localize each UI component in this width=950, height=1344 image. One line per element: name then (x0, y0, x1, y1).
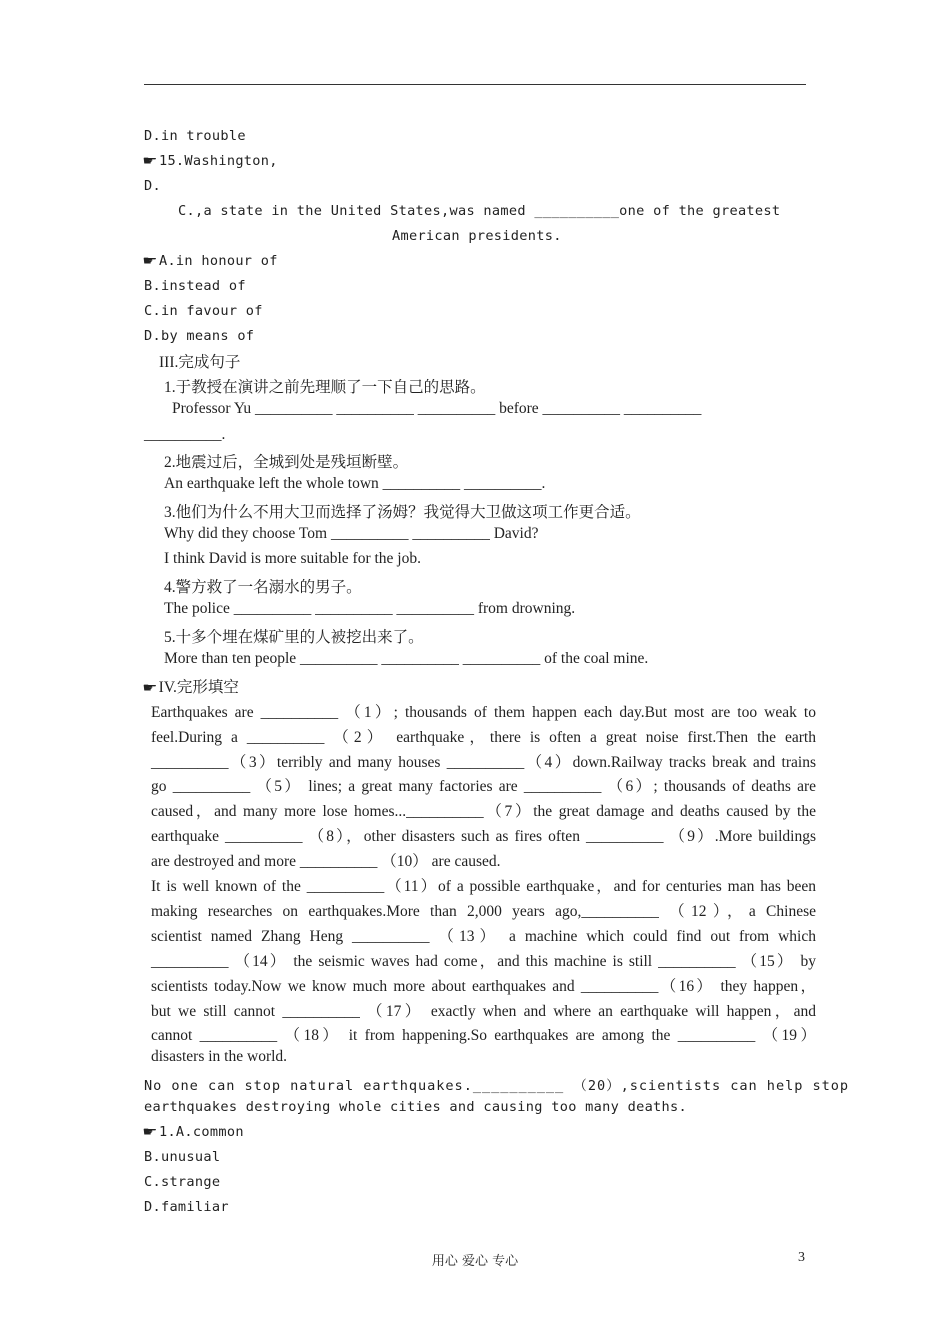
question-1-option-a: ☛1.A.common (142, 1124, 244, 1140)
passage-line: __________（3）terribly and many houses __________（4）down.Railway tracks break and trains (151, 754, 816, 771)
s3-item3-english-2: I think David is more suitable for the job. (164, 550, 421, 567)
s3-item2-chinese: 2.地震过后，全城到处是残垣断壁。 (164, 454, 409, 471)
option-c-line: C.in favour of (144, 303, 263, 319)
passage-para3-line2: earthquakes destroying whole cities and causing too many deaths. (144, 1099, 687, 1115)
passage-line: but we still cannot __________ （17） exactly when and where an earthquake will happen，and (151, 1003, 816, 1020)
passage-line: scientists today.Now we know much more about earthquakes and __________（16） they happen， (151, 978, 816, 995)
passage-line: It is well known of the __________（11）of a possible earthquake，and for centuries man has been (151, 878, 816, 895)
passage-line: feel.During a __________ （2） earthquake，there is often a great noise first.Then the earth (151, 729, 816, 746)
s3-item1-chinese: 1.于教授在演讲之前先理顺了一下自己的思路。 (164, 379, 486, 396)
s3-item5-chinese: 5.十多个埋在煤矿里的人被挖出来了。 (164, 629, 424, 646)
footer-text: 用心 爱心 专心 (431, 1254, 519, 1269)
question-1-option-b: B.unusual (144, 1149, 221, 1165)
s3-item4-english: The police __________ __________ __________ from drowning. (164, 600, 576, 617)
question-15-stem-line1: C.,a state in the United States,was named __________one of the greatest (178, 203, 781, 219)
hand-pointer-icon: ☛ (142, 681, 158, 696)
header-rule (144, 84, 806, 85)
passage-line: caused，and many more lose homes...__________（7）the great damage and deaths caused by the (151, 803, 816, 820)
s3-item1-english: Professor Yu __________ __________ __________ before __________ __________ (172, 400, 702, 417)
hand-pointer-icon: ☛ (142, 254, 158, 269)
option-d-in-trouble: D.in trouble (144, 128, 246, 144)
passage-line-last: are destroyed and more __________ （10） are caused. (151, 853, 501, 870)
passage-line: go __________ （5） lines; a great many factories are __________ （6）; thousands of deaths are (151, 778, 816, 795)
option-b-line: B.instead of (144, 278, 246, 294)
page-number: 3 (798, 1250, 805, 1265)
section-4-heading: ☛IV.完形填空 (142, 679, 239, 696)
s3-item2-english: An earthquake left the whole town __________ __________. (164, 475, 546, 492)
question-15-stem-line2: American presidents. (392, 228, 562, 244)
hand-pointer-icon: ☛ (142, 154, 158, 169)
question-15-line: ☛15.Washington, (142, 153, 278, 169)
s3-item1-english-cont: __________. (144, 426, 226, 443)
passage-line-last: disasters in the world. (151, 1048, 288, 1065)
passage-para3-line1: No one can stop natural earthquakes.__________ （20）,scientists can help stop (144, 1078, 850, 1094)
passage-line: earthquake __________ （8），other disasters such as fires often __________ （9）.More buildings (151, 828, 816, 845)
passage-line: scientist named Zhang Heng __________ （13） a machine which could find out from which (151, 928, 816, 945)
section-3-heading: III.完成句子 (159, 354, 241, 371)
passage-line: Earthquakes are __________ （1）; thousands of them happen each day.But most are too weak to (151, 704, 816, 721)
hand-pointer-icon: ☛ (142, 1125, 158, 1140)
question-1-option-c: C.strange (144, 1174, 221, 1190)
option-d-line: D.by means of (144, 328, 255, 344)
s3-item3-english: Why did they choose Tom __________ __________ David? (164, 525, 539, 542)
passage-line: making researches on earthquakes.More than 2,000 years ago,__________ （12），a Chinese (151, 903, 816, 920)
option-d-label: D. (144, 178, 161, 194)
s3-item4-chinese: 4.警方救了一名溺水的男子。 (164, 579, 362, 596)
s3-item5-english: More than ten people __________ __________ __________ of the coal mine. (164, 650, 649, 667)
s3-item3-chinese: 3.他们为什么不用大卫而选择了汤姆？我觉得大卫做这项工作更合适。 (164, 504, 641, 521)
question-1-option-d: D.familiar (144, 1199, 229, 1215)
passage-line: __________ （14） the seismic waves had come，and this machine is still __________ （15） by (151, 953, 816, 970)
passage-line: cannot __________ （18） it from happening.So earthquakes are among the __________ （19） (151, 1027, 816, 1044)
option-a-line: ☛A.in honour of (142, 253, 278, 269)
